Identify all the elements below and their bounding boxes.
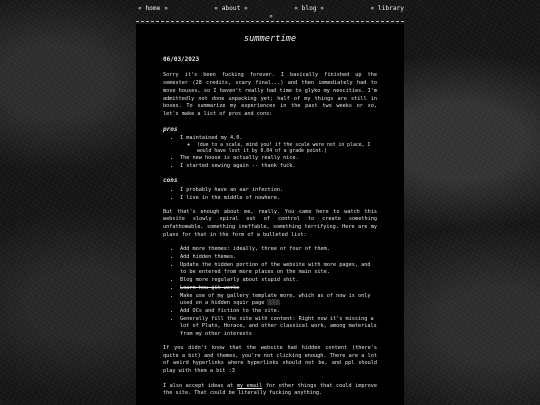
plans-item: • Make use of my gallery template more, which as of now is only used on a hidden squir page ░░░░: [180, 293, 377, 308]
nav-blog-link[interactable]: « blog »: [294, 5, 325, 12]
pros-subitem: ◦ (due to a scale, mind you! if the scale were not in place, I would have lost it by 0.04 of a grade point.): [197, 143, 377, 155]
pros-item: • I maintained my 4.0. ◦ (due to a scale, mind you! if the scale were not in place, I would have lost it by 0.04 of a grade point.): [180, 135, 377, 155]
plans-item: • Update the hidden portion of the website with more pages, and to be entered from more places on the main site.: [180, 262, 377, 277]
top-navigation: [138, 5, 404, 20]
intro-paragraph: Sorry it's been fucking forever. I basically finished up the semester (28 credits, scary final...) and then immediately had to move houses, so I haven't really had time to glyko my neocities. I'm admittedly not done unpacking yet; half of my things are still in boxes. To summarize my experiences in the past two weeks or so, let's make a list of pros and cons:: [163, 72, 377, 117]
plans-item: • Add more themes: ideally, three or four of them.: [180, 246, 377, 254]
nav-divider: [136, 21, 404, 22]
pros-item: • The new house is actually really nice.: [180, 155, 377, 163]
cons-item: • I live in the middle of nowhere.: [180, 195, 377, 203]
plans-item: • Blog more regularly about stupid shit.: [180, 277, 377, 285]
pros-list: [163, 135, 377, 170]
post-title: summertime: [243, 34, 297, 44]
plans-list: [163, 246, 377, 338]
ideas-paragraph: I also accept ideas at my email for other things that could improve the site. That could be literally fucking anything.: [163, 382, 377, 397]
plans-intro-paragraph: But that's enough about me, really. You came here to watch this website slowly spiral out of control to create something unfathomable, something ineffable, something terrifying. Here are my plans for that in the form of a bulleted list:: [163, 208, 377, 238]
cons-heading: cons: [163, 177, 178, 185]
pros-heading: pros: [163, 125, 178, 133]
post-date: 06/03/2023: [163, 55, 200, 63]
email-link[interactable]: my email: [236, 382, 263, 389]
pros-sublist: [180, 143, 377, 155]
cons-item: • I probably have an ear infection.: [180, 187, 377, 195]
plans-item: • Add hidden themes.: [180, 254, 377, 262]
nav-library-link[interactable]: « library: [370, 5, 404, 12]
nav-about-link[interactable]: « about »: [214, 5, 248, 12]
plans-item-strikethrough: • Learn how git works: [180, 285, 377, 293]
plans-item: • Generally fill the site with content: Right now it's missing a lot of Plato, Horace, and other classical work, among materials from my other interests: [180, 316, 377, 339]
plans-item: • Add OCs and fiction to the site.: [180, 308, 377, 316]
nav-home-link[interactable]: « home »: [138, 5, 168, 12]
nav-library-tail: »: [269, 13, 273, 20]
hidden-content-paragraph: If you didn't know that the website had hidden content (there's quite a bit) and themes, you're not clicking enough. There are a lot of weird hyperlinks where hyperlinks should not be, and ppl should play with them a bit :3: [163, 344, 377, 374]
pros-item: • I started sewing again -- thank fuck.: [180, 163, 377, 171]
cons-list: [163, 187, 377, 202]
post-container: [136, 24, 404, 405]
